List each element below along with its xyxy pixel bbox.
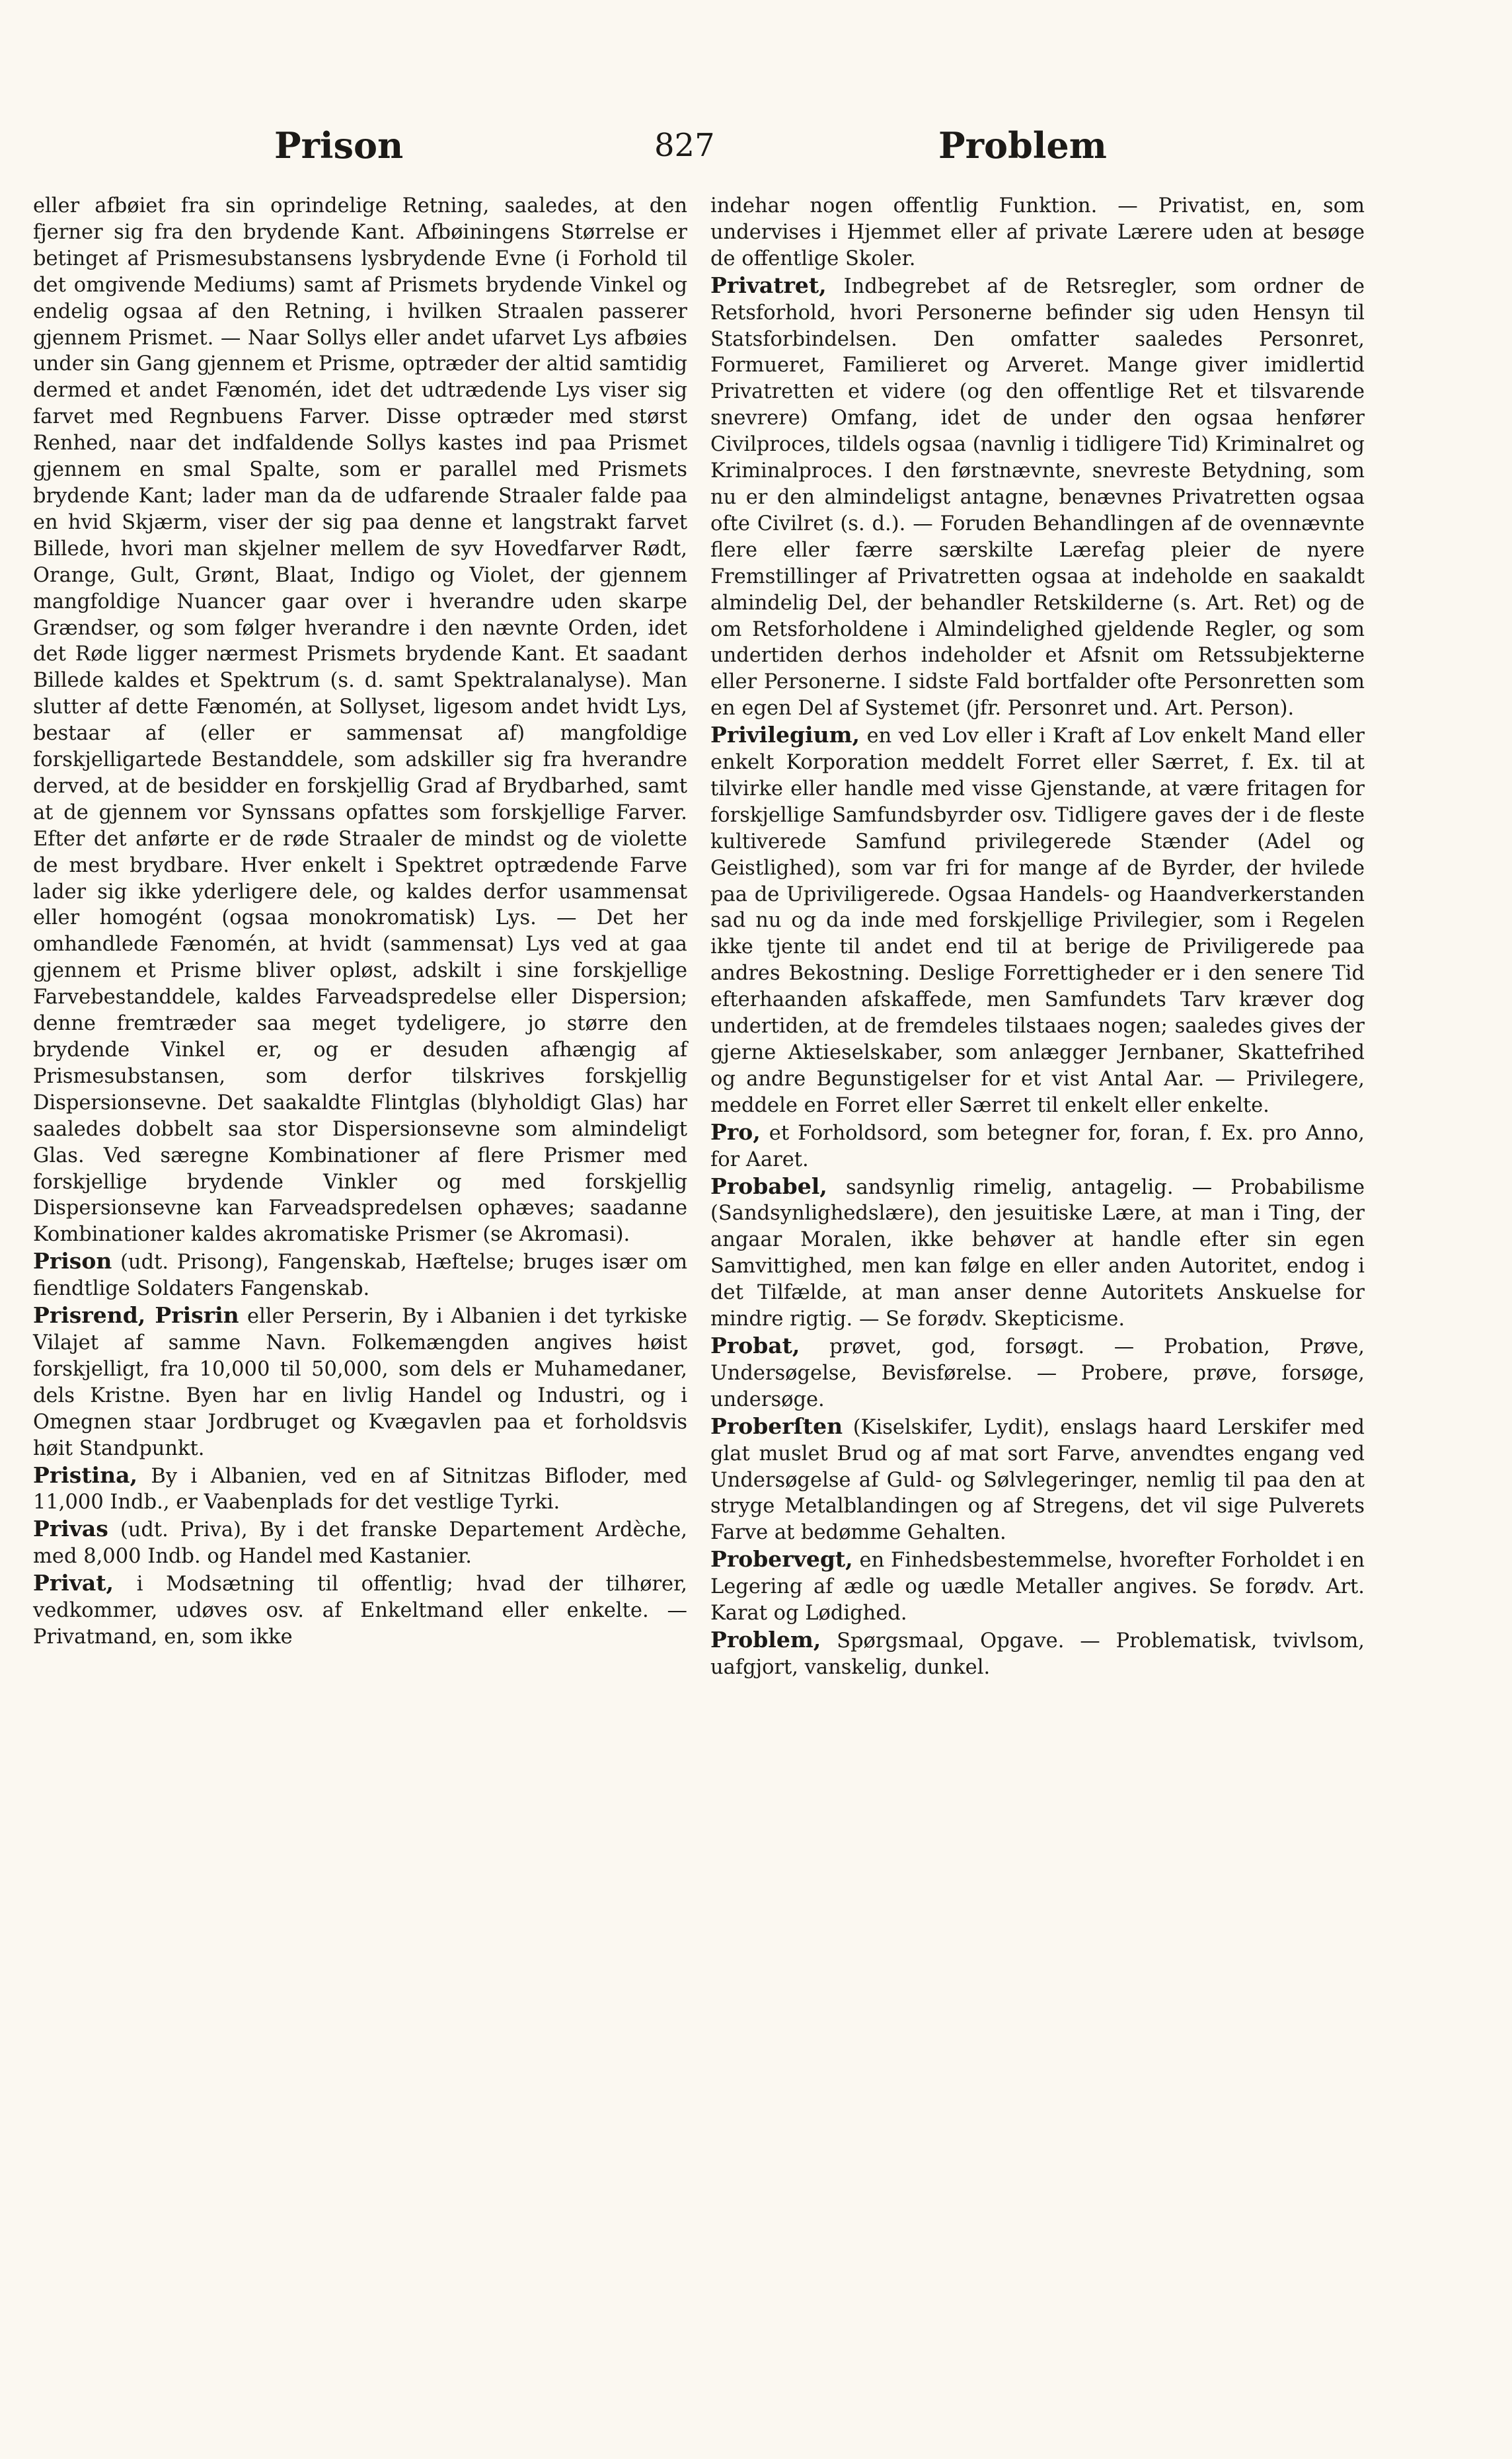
entry bbox=[33, 1302, 687, 1462]
entry bbox=[710, 1413, 1365, 1547]
entry-text: (udt. Prisong), Fangenskab, Hæftelse; bruges især om fiendtlige Soldaters Fangenskab. bbox=[33, 1251, 687, 1301]
entry-headword: Problem, bbox=[710, 1626, 821, 1653]
entry bbox=[710, 272, 1365, 722]
entry-text: By i Albanien, ved en af Sitnitzas Bifloder, med 11,000 Indb., er Vaabenplads for det vestlige Tyrki. bbox=[33, 1464, 687, 1514]
entry-text: prøvet, god, forsøgt. — Probation, Prøve, Undersøgelse, Bevisførelse. — Probere, prøve, forsøge, undersøge. bbox=[710, 1335, 1365, 1411]
entry bbox=[33, 1570, 687, 1651]
entry-text: eller afbøiet fra sin oprindelige Retning, saaledes, at den fjerner sig fra den brydende Kant. Afbøiningens Størrelse er betinget af Prismesubstansens lysbrydende Evne (i Forhold til det omgivende Mediums) samt af Prismets brydende Vinkel og endelig ogsaa af den Retning, i hvilken Straalen passerer gjennem Prismet. — Naar Sollys eller andet ufarvet Lys afbøies under sin Gang gjennem et Prisme, optræder der altid samtidig dermed et andet Fænomén, idet det udtrædende Lys viser sig farvet med Regnbuens Farver. Disse optræder med størst Renhed, naar det indfaldende Sollys kastes ind paa Prismet gjennem en smal Spalte, som er parallel med Prismets brydende Kant; lader man da de udfarende Straaler falde paa en hvid Skjærm, viser der sig paa denne et langstrakt farvet Billede, hvori man skjelner mellem de syv Hovedfarver Rødt, Orange, Gult, Grønt, Blaat, Indigo og Violet, der gjennem mangfoldige Nuancer gaar over i hverandre uden skarpe Grændser, og som følger hverandre i den nævnte Orden, idet det Røde ligger nærmest Prismets brydende Kant. Et saadant Billede kaldes et Spektrum (s. d. samt Spektralanalyse). Man slutter af dette Fænomén, at Sollyset, ligesom andet hvidt Lys, bestaar af (eller er sammensat af) mangfoldige forskjelligartede Bestanddele, som adskiller sig fra hverandre derved, at de besidder en forskjellig Grad af Brydbarhed, samt at de gjennem vor Synssans opfattes som forskjellige Farver. Efter det anførte er de røde Straaler de mindst og de violette de mest brydbare. Hver enkelt i Spektret optrædende Farve lader sig ikke yderligere dele, og kaldes derfor usammensat eller homogént (ogsaa monokromatisk) Lys. — Det her omhandlede Fænomén, at hvidt (sammensat) Lys ved at gaa gjennem et Prisme bliver opløst, adskilt i sine forskjellige Farvebestanddele, kaldes Farveadspredelse eller Dispersion; denne fremtræder saa meget tydeligere, jo større den brydende Vinkel er, og er desuden afhængig af Prismesubstansen, som derfor tilskrives forskjellig Dispersionsevne. Det saakaldte Flintglas (blyholdigt Glas) har saaledes dobbelt saa stor Dispersionsevne som almindeligt Glas. Ved særegne Kombinationer af flere Prismer med forskjellige brydende Vinkler og med forskjellig Dispersionsevne kan Farveadspredelsen ophæves; saadanne Kombinationer kaldes akromatiske Prismer (se Akromasi). bbox=[33, 194, 687, 1247]
entry-text: Indbegrebet af de Retsregler, som ordner de Retsforhold, hvori Personerne befinder sig uden Hensyn til Statsforbindelsen. Den omfatter saaledes Personret, Formueret, Familieret og Arveret. Mange giver imidlertid Privatretten et videre (og den offentlige Ret et tilsvarende snevrere) Omfang, idet de under den ogsaa henfører Civilproces, tildels ogsaa (navnlig i tidligere Tid) Kriminalret og Kriminalproces. I den førstnævnte, snevreste Betydning, som nu er den almindeligst antagne, benævnes Privatretten ogsaa ofte Civilret (s. d.). — Foruden Behandlingen af de ovennævnte flere eller færre særskilte Lærefag pleier de nyere Fremstillinger af Privatretten ogsaa at indeholde en saakaldt almindelig Del, der behandler Retskilderne (s. Art. Ret) og de om Retsforholdene i Almindelighed gjeldende Regler, og som undertiden derhos indeholder et Afsnit om Retssubjekterne eller Personerne. I sidste Fald bortfalder ofte Personretten som en egen Del af Systemet (jfr. Personret und. Art. Person). bbox=[710, 274, 1365, 721]
entry bbox=[710, 1173, 1365, 1333]
entry-headword: Privas bbox=[33, 1516, 108, 1542]
header-left-guideword: Prison bbox=[274, 124, 404, 167]
entry-text: indehar nogen offentlig Funktion. — Privatist, en, som undervises i Hjemmet eller af private Lærere uden at besøge de offentlige Skoler. bbox=[710, 194, 1365, 270]
entry-headword: Privat, bbox=[33, 1570, 114, 1596]
entry-text: en Finhedsbestemmelse, hvorefter Forholdet i en Legering af ædle og uædle Metaller angives. Se forødv. Art. Karat og Lødighed. bbox=[710, 1549, 1365, 1625]
left-column bbox=[33, 192, 687, 1651]
entry-headword: Prison bbox=[33, 1248, 112, 1274]
entry-text: et Forholdsord, som betegner for, foran, f. Ex. pro Anno, for Aaret. bbox=[710, 1121, 1365, 1171]
entry bbox=[710, 1119, 1365, 1173]
entry-text: (Kiselskifer, Lydit), enslags haard Lerskifer med glat muslet Brud og af mat sort Farve, anvendtes engang ved Undersøgelse af Guld- og Sølvlegeringer, nemlig til paa den at stryge Metalblandingen og af Stregens, det vil sige Pulverets Farve at bedømme Gehalten. bbox=[710, 1415, 1365, 1545]
entry-headword: Probabel, bbox=[710, 1173, 827, 1199]
page-header bbox=[40, 119, 1467, 178]
entry-headword: Prisrend, Prisrin bbox=[33, 1302, 239, 1329]
page-number: 827 bbox=[654, 127, 715, 164]
entry bbox=[33, 192, 687, 1248]
entry-text: Spørgsmaal, Opgave. — Problematisk, tvivlsom, uafgjort, vanskelig, dunkel. bbox=[710, 1629, 1365, 1679]
right-column bbox=[710, 192, 1365, 1681]
entry bbox=[33, 1462, 687, 1516]
entry-headword: Proberſten bbox=[710, 1413, 843, 1439]
entry-headword: Probat, bbox=[710, 1332, 800, 1358]
entry-headword: Pristina, bbox=[33, 1462, 137, 1488]
entry bbox=[710, 722, 1365, 1119]
entry-headword: Pro, bbox=[710, 1118, 761, 1145]
entry bbox=[710, 1627, 1365, 1681]
entry-text: i Modsætning til offentlig; hvad der tilhører, vedkommer, udøves osv. af Enkeltmand eller enkelte. — Privatmand, en, som ikke bbox=[33, 1573, 687, 1649]
entry bbox=[33, 1516, 687, 1570]
entry bbox=[710, 1333, 1365, 1413]
entry bbox=[710, 1546, 1365, 1627]
entry-text: eller Perserin, By i Albanien i det tyrkiske Vilajet af samme Navn. Folkemængden angives høist forskjelligt, fra 10,000 til 50,000, som dels er Muhamedaner, dels Kristne. Byen har en livlig Handel og Industri, og i Omegnen staar Jordbruget og Kvægavlen paa et forholdsvis høit Standpunkt. bbox=[33, 1305, 687, 1460]
entry bbox=[33, 1248, 687, 1302]
entry-text: sandsynlig rimelig, antagelig. — Probabilisme (Sandsynlighedslære), den jesuitiske Lære, at man i Ting, der angaar Moralen, ikke behøver at handle efter sin egen Samvittighed, men kan følge en eller anden Autoritet, endog i det Tilfælde, at man anser denne Autoritets Anskuelse for mindre rigtig. — Se forødv. Skepticisme. bbox=[710, 1175, 1365, 1331]
entry-headword: Privilegium, bbox=[710, 722, 860, 748]
entry bbox=[710, 192, 1365, 272]
entry-text: en ved Lov eller i Kraft af Lov enkelt Mand eller enkelt Korporation meddelt Forret eller Særret, f. Ex. til at tilvirke eller handle med visse Gjenstande, at være fritagen for forskjellige Samfundsbyrder osv. Tidligere gaves der i de fleste kultiverede Samfund privilegerede Stænder (Adel og Geistlighed), som var fri for mange af de Byrder, der hvilede paa de Upriviligerede. Ogsaa Handels- og Haandverkerstanden sad nu og da inde med forskjellige Privilegier, som i Regelen ikke tjente til andet end til at berige de Priviligerede paa andres Bekostning. Deslige Forrettigheder er i den senere Tid efterhaanden afskaffede, men Samfundets Tarv kræver dog undertiden, at de fremdeles tilstaaes nogen; saaledes gives der gjerne Aktieselskaber, som anlægger Jernbaner, Skattefrihed og andre Begunstigelser for et vist Antal Aar. — Privilegere, meddele en Forret eller Særret til enkelt eller enkelte. bbox=[710, 724, 1365, 1117]
entry-headword: Probervegt, bbox=[710, 1546, 853, 1573]
entry-headword: Privatret, bbox=[710, 272, 827, 298]
entry-text: (udt. Priva), By i det franske Departement Ardèche, med 8,000 Indb. og Handel med Kastanier. bbox=[33, 1518, 687, 1569]
header-right-guideword: Problem bbox=[938, 124, 1107, 167]
